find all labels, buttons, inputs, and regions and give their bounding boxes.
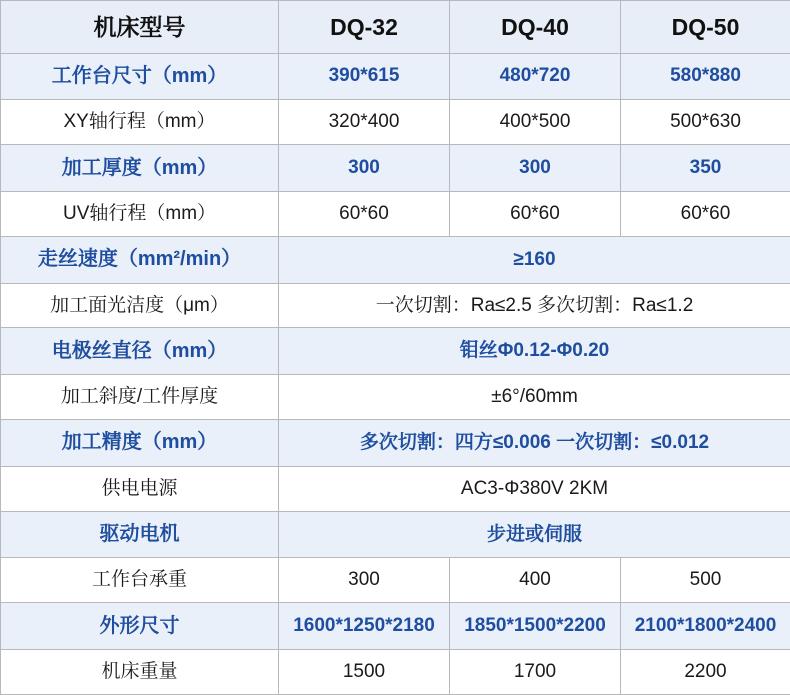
row-value-cell: 500 — [621, 558, 790, 603]
header-model-cell: DQ-50 — [621, 1, 790, 54]
row-label-cell: 工作台尺寸（mm） — [1, 53, 279, 100]
row-value-cell-merged: ±6°/60mm — [279, 375, 790, 420]
table-row — [1, 466, 790, 511]
row-value-cell: 1700 — [450, 650, 621, 695]
row-label-cell: XY轴行程（mm） — [1, 100, 279, 145]
table-row — [1, 53, 790, 100]
row-label-cell: 电极丝直径（mm） — [1, 328, 279, 375]
row-value-cell: 60*60 — [450, 191, 621, 236]
row-value-cell: 350 — [621, 145, 790, 192]
header-model-cell: DQ-40 — [450, 1, 621, 54]
row-label-cell: 工作台承重 — [1, 558, 279, 603]
row-label-cell: 加工厚度（mm） — [1, 145, 279, 192]
row-value-cell: 60*60 — [621, 191, 790, 236]
row-value-cell: 480*720 — [450, 53, 621, 100]
row-value-cell: 320*400 — [279, 100, 450, 145]
table-row — [1, 100, 790, 145]
row-value-cell: 390*615 — [279, 53, 450, 100]
table-row — [1, 145, 790, 192]
row-label-cell: 加工斜度/工件厚度 — [1, 375, 279, 420]
row-value-cell: 1500 — [279, 650, 450, 695]
table-row — [1, 603, 790, 650]
row-value-cell: 60*60 — [279, 191, 450, 236]
table-row — [1, 420, 790, 467]
row-value-cell: 400*500 — [450, 100, 621, 145]
row-value-cell-merged: ≥160 — [279, 236, 790, 283]
table-header-row — [1, 1, 790, 54]
table-row — [1, 558, 790, 603]
row-value-cell: 300 — [450, 145, 621, 192]
table-row — [1, 191, 790, 236]
row-label-cell: 外形尺寸 — [1, 603, 279, 650]
row-value-cell: 300 — [279, 145, 450, 192]
table-row — [1, 283, 790, 328]
row-value-cell: 2200 — [621, 650, 790, 695]
header-label-cell: 机床型号 — [1, 1, 279, 54]
row-label-cell: 机床重量 — [1, 650, 279, 695]
row-value-cell: 400 — [450, 558, 621, 603]
table-row — [1, 650, 790, 695]
table-row — [1, 236, 790, 283]
row-value-cell: 1600*1250*2180 — [279, 603, 450, 650]
row-label-cell: 走丝速度（mm²/min） — [1, 236, 279, 283]
row-value-cell-merged: 钼丝Φ0.12-Φ0.20 — [279, 328, 790, 375]
row-value-cell: 300 — [279, 558, 450, 603]
row-value-cell: 580*880 — [621, 53, 790, 100]
row-label-cell: 供电电源 — [1, 466, 279, 511]
table-row — [1, 511, 790, 558]
row-value-cell-merged: 一次切割：Ra≤2.5 多次切割：Ra≤1.2 — [279, 283, 790, 328]
table-row — [1, 328, 790, 375]
row-label-cell: UV轴行程（mm） — [1, 191, 279, 236]
row-value-cell-merged: 步进或伺服 — [279, 511, 790, 558]
table-body — [1, 1, 790, 695]
row-label-cell: 加工面光洁度（μm） — [1, 283, 279, 328]
table-row — [1, 375, 790, 420]
row-value-cell: 2100*1800*2400 — [621, 603, 790, 650]
row-value-cell-merged: 多次切割：四方≤0.006 一次切割：≤0.012 — [279, 420, 790, 467]
row-value-cell: 500*630 — [621, 100, 790, 145]
header-model-cell: DQ-32 — [279, 1, 450, 54]
row-value-cell: 1850*1500*2200 — [450, 603, 621, 650]
row-value-cell-merged: AC3-Φ380V 2KM — [279, 466, 790, 511]
row-label-cell: 加工精度（mm） — [1, 420, 279, 467]
row-label-cell: 驱动电机 — [1, 511, 279, 558]
